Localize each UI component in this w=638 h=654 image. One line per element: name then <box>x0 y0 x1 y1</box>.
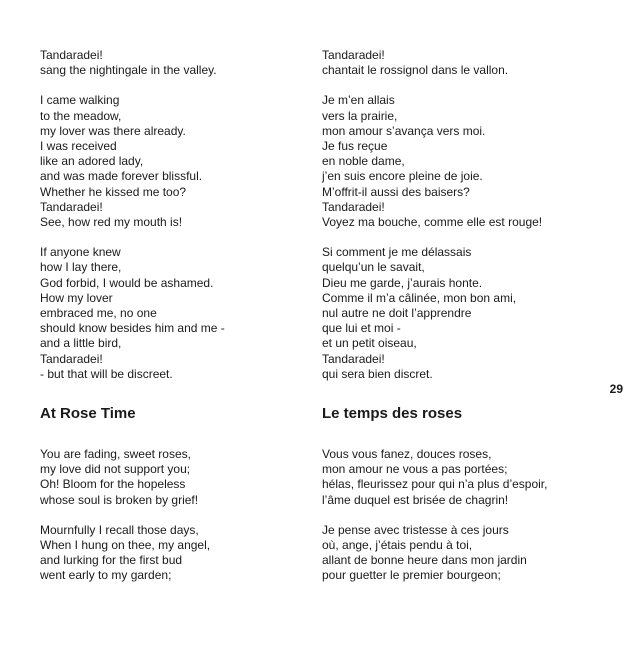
verse-line: Oh! Bloom for the hopeless <box>40 477 186 492</box>
english-stanza-4 <box>40 447 310 508</box>
verse-line: When I hung on thee, my angel, <box>40 538 211 553</box>
verse-line: mon amour ne vous a pas portées; <box>322 462 508 477</box>
verse-line: and a little bird, <box>40 336 122 351</box>
verse-line: You are fading, sweet roses, <box>40 447 191 462</box>
english-poem-title: At Rose Time <box>40 405 136 423</box>
verse-line: Tandaradei! <box>40 351 103 366</box>
verse-line: chantait le rossignol dans le vallon. <box>322 63 509 78</box>
verse-line: went early to my garden; <box>40 568 172 583</box>
french-stanza-3 <box>322 245 592 382</box>
verse-line: Je m’en allais <box>322 93 395 108</box>
verse-line: M’offrit-il aussi des baisers? <box>322 184 470 199</box>
french-stanza-1 <box>322 48 592 78</box>
verse-line: qui sera bien discret. <box>322 366 433 381</box>
english-stanza-3 <box>40 245 310 382</box>
verse-line: See, how red my mouth is! <box>40 215 183 230</box>
verse-line: Je pense avec tristesse à ces jours <box>322 522 509 537</box>
english-column <box>40 48 310 584</box>
verse-line: and lurking for the first bud <box>40 553 183 568</box>
verse-line: quelqu’un le savait, <box>322 260 425 275</box>
verse-line: Si comment je me délassais <box>322 245 472 260</box>
french-column <box>322 48 592 584</box>
verse-line: Voyez ma bouche, comme elle est rouge! <box>322 215 543 230</box>
verse-line: Dieu me garde, j’aurais honte. <box>322 275 483 290</box>
page-number: 29 <box>609 382 623 396</box>
english-stanza-2 <box>40 93 310 230</box>
verse-line: sang the nightingale in the valley. <box>40 63 217 78</box>
verse-line: l’âme duquel est brisée de chagrin! <box>322 492 509 507</box>
french-stanza-4 <box>322 447 592 508</box>
verse-line: my love did not support you; <box>40 462 191 477</box>
verse-line: and was made forever blissful. <box>40 169 203 184</box>
verse-line: que lui et moi - <box>322 321 401 336</box>
english-stanza-1 <box>40 48 310 78</box>
english-stanza-5 <box>40 523 310 584</box>
verse-line: Whether he kissed me too? <box>40 184 187 199</box>
verse-line: I came walking <box>40 93 120 108</box>
verse-line: If anyone knew <box>40 245 121 260</box>
verse-line: Tandaradei! <box>40 199 103 214</box>
french-poem-title: Le temps des roses <box>322 405 463 423</box>
verse-line: hélas, fleurissez pour qui n’a plus d’espoir, <box>322 477 548 492</box>
verse-line: to the meadow, <box>40 108 122 123</box>
french-stanza-2 <box>322 93 592 230</box>
verse-line: allant de bonne heure dans mon jardin <box>322 553 527 568</box>
verse-line: should know besides him and me - <box>40 321 225 336</box>
verse-line: j’en suis encore pleine de joie. <box>322 169 483 184</box>
verse-line: Comme il m’a câlinée, mon bon ami, <box>322 290 517 305</box>
verse-line: Tandaradei! <box>322 351 385 366</box>
verse-line: et un petit oiseau, <box>322 336 417 351</box>
verse-line: How my lover <box>40 290 113 305</box>
verse-line: my lover was there already. <box>40 123 186 138</box>
verse-line: où, ange, j’étais pendu à toi, <box>322 538 473 553</box>
verse-line: pour guetter le premier bourgeon; <box>322 568 501 583</box>
verse-line: Tandaradei! <box>322 199 385 214</box>
verse-line: Tandaradei! <box>40 48 103 62</box>
verse-line: - but that will be discreet. <box>40 366 173 381</box>
verse-line: Mournfully I recall those days, <box>40 522 199 537</box>
verse-line: Tandaradei! <box>322 48 385 62</box>
verse-line: vers la prairie, <box>322 108 398 123</box>
verse-line: whose soul is broken by grief! <box>40 492 199 507</box>
verse-line: embraced me, no one <box>40 306 157 321</box>
verse-line: God forbid, I would be ashamed. <box>40 275 214 290</box>
verse-line: en noble dame, <box>322 154 405 169</box>
verse-line: like an adored lady, <box>40 154 144 169</box>
french-stanza-5 <box>322 523 592 584</box>
verse-line: Je fus reçue <box>322 139 388 154</box>
verse-line: nul autre ne doit l’apprendre <box>322 306 472 321</box>
verse-line: how I lay there, <box>40 260 122 275</box>
verse-line: I was received <box>40 139 117 154</box>
verse-line: mon amour s’avança vers moi. <box>322 123 486 138</box>
verse-line: Vous vous fanez, douces roses, <box>322 447 492 462</box>
